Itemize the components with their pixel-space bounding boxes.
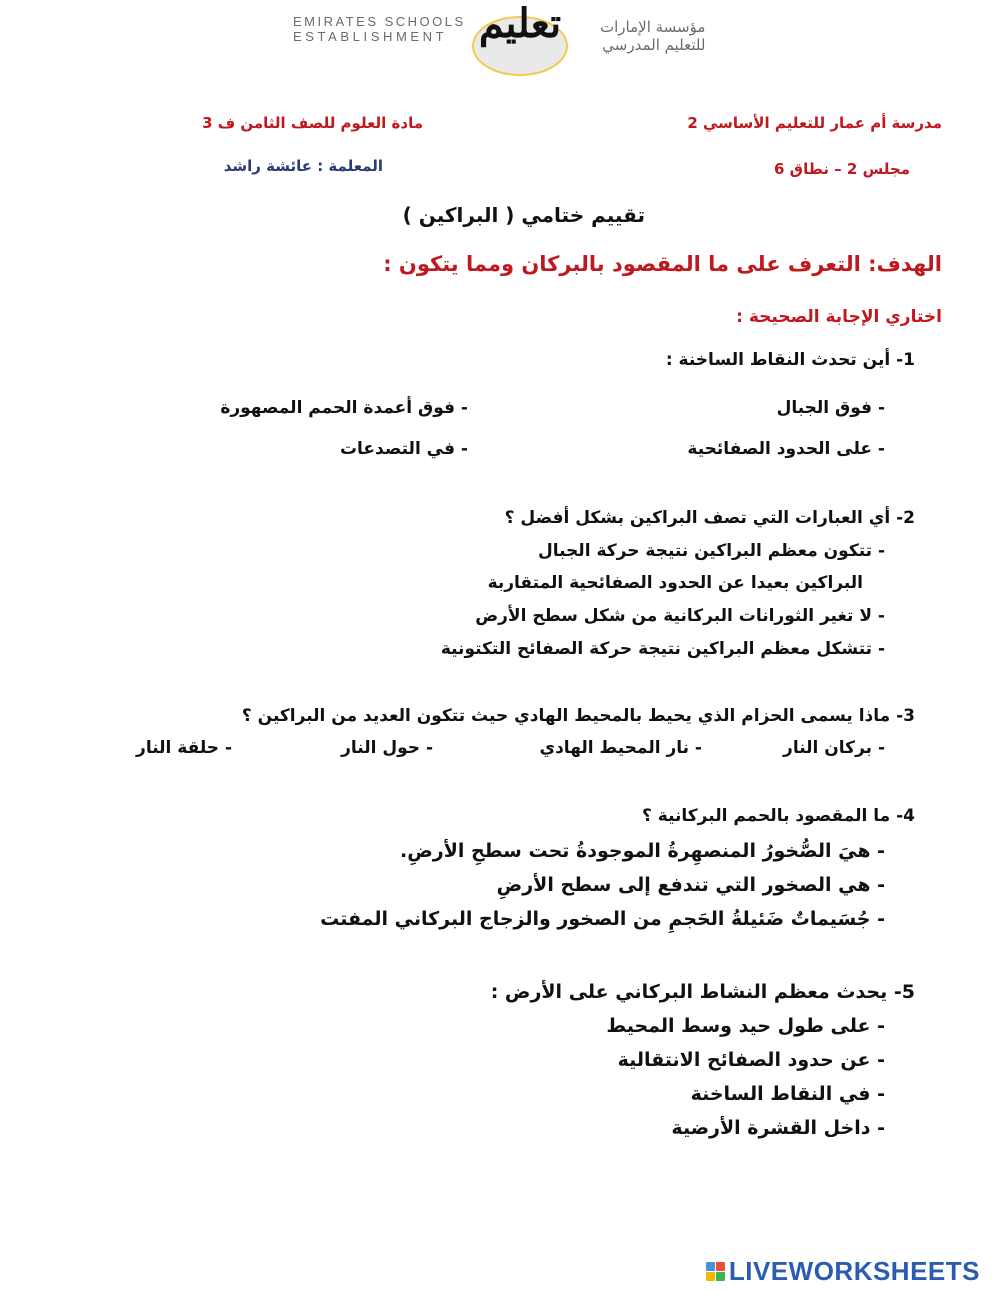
q4-option-3[interactable]: - جُسَيماتٌ ضَئيلةُ الحَجمِ من الصخور والزجاج البركاني المفتت [320, 908, 885, 930]
q3-option-1[interactable]: - بركان النار [783, 738, 885, 758]
q3-option-3[interactable]: - حول النار [341, 738, 433, 758]
q5-option-4[interactable]: - داخل القشرة الأرضية [671, 1117, 885, 1139]
q4-option-1[interactable]: - هيَ الصُّخورُ المنصهِرةُ الموجودةُ تحت سطحِ الأرضِ. [399, 840, 885, 862]
foundation-logo-text: مؤسسة الإمارات للتعليم المدرسي [600, 18, 706, 54]
q3-option-4[interactable]: - حلقة النار [136, 738, 232, 758]
q2-option-3[interactable]: - لا تغير الثورانات البركانية من شكل سطح الأرض [475, 606, 885, 626]
council-info: مجلس 2 – نطاق 6 [774, 160, 910, 178]
question-5: 5- يحدث معظم النشاط البركاني على الأرض : [490, 981, 915, 1003]
page-title: تقييم ختامي ( البراكين ) [402, 203, 645, 227]
question-4: 4- ما المقصود بالحمم البركانية ؟ [642, 806, 915, 826]
q5-option-2[interactable]: - عن حدود الصفائح الانتقالية [617, 1049, 885, 1071]
emirates-schools-logo-text: EMIRATES SCHOOLS ESTABLISHMENT [293, 14, 466, 44]
liveworksheets-logo [706, 1256, 980, 1287]
q4-option-2[interactable]: - هي الصخور التي تندفع إلى سطح الأرضِ [496, 874, 885, 896]
taaleem-logo-text: تعليم [478, 0, 562, 47]
q2-option-2[interactable]: البراكين بعيدا عن الحدود الصفائحية المتقاربة [487, 573, 863, 593]
q5-option-1[interactable]: - على طول حيد وسط المحيط [606, 1015, 885, 1037]
goal-statement: الهدف: التعرف على ما المقصود بالبركان ومما يتكون : [383, 252, 942, 276]
teacher-name: المعلمة : عائشة راشد [223, 157, 383, 175]
q2-option-1[interactable]: - تتكون معظم البراكين نتيجة حركة الجبال [537, 541, 885, 561]
question-2: 2- أي العبارات التي تصف البراكين بشكل أفضل ؟ [504, 508, 915, 528]
instruction: اختاري الإجابة الصحيحة : [736, 307, 942, 327]
q5-option-3[interactable]: - في النقاط الساخنة [690, 1083, 885, 1105]
school-name: مدرسة أم عمار للتعليم الأساسي 2 [687, 114, 942, 132]
q1-option-1[interactable]: - فوق الجبال [776, 398, 885, 418]
q2-option-4[interactable]: - تتشكل معظم البراكين نتيجة حركة الصفائح التكتونية [440, 639, 885, 659]
question-1: 1- أين تحدث النقاط الساخنة : [665, 350, 915, 370]
q1-option-4[interactable]: - في التصدعات [339, 439, 468, 459]
liveworksheets-brand: LIVEWORKSHEETS [728, 1256, 980, 1286]
q1-option-3[interactable]: - على الحدود الصفائحية [687, 439, 885, 459]
liveworksheets-icon [706, 1262, 725, 1281]
q3-option-2[interactable]: - نار المحيط الهادي [539, 738, 702, 758]
q1-option-2[interactable]: - فوق أعمدة الحمم المصهورة [220, 398, 468, 418]
subject-name: مادة العلوم للصف الثامن ف 3 [202, 114, 423, 132]
question-3: 3- ماذا يسمى الحزام الذي يحيط بالمحيط الهادي حيث تتكون العديد من البراكين ؟ [241, 706, 915, 726]
